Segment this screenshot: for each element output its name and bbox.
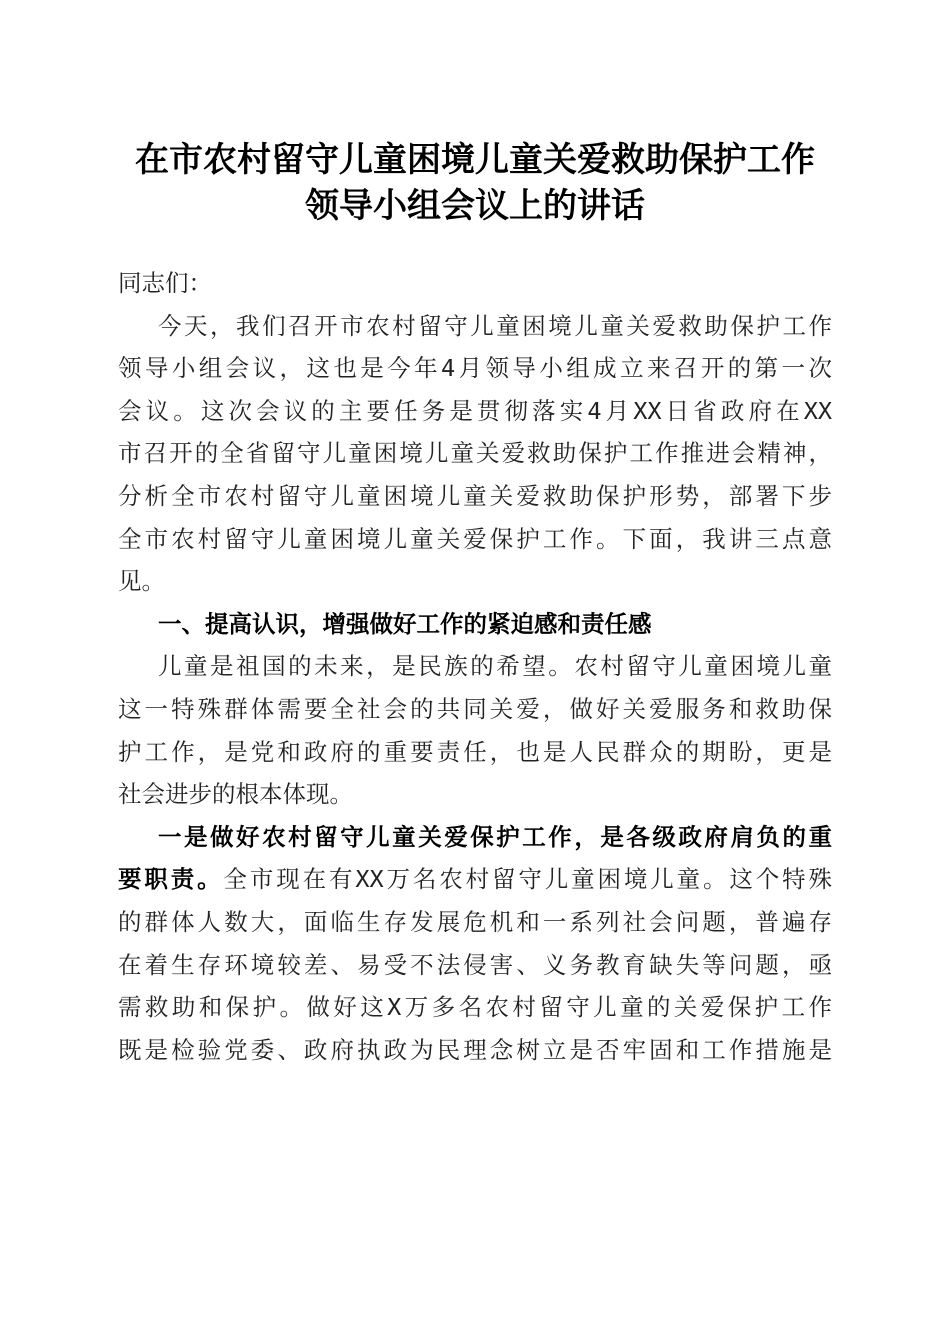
- salutation: 同志们：: [118, 269, 212, 297]
- paragraph-line: 需救助和保护。做好这X万多名农村留守儿童的关爱保护工作: [118, 993, 832, 1022]
- paragraph-line: 今天，我们召开市农村留守儿童困境儿童关爱救助保护工作: [158, 311, 832, 340]
- paragraph-line: 见。: [118, 567, 165, 596]
- paragraph-line-rest: 全市现在有XX万名农村留守儿童困境儿童。这个特殊: [223, 865, 833, 894]
- paragraph-line: 全市农村留守儿童困境儿童关爱保护工作。下面，我讲三点意: [118, 524, 832, 553]
- bold-lead-end: 要职责。: [118, 865, 224, 894]
- paragraph-line: 儿童是祖国的未来，是民族的希望。农村留守儿童困境儿童: [158, 652, 832, 681]
- document-title-line-1: 在市农村留守儿童困境儿童关爱救助保护工作: [135, 140, 815, 180]
- paragraph-line: 在着生存环境较差、易受不法侵害、义务教育缺失等问题，亟: [118, 950, 832, 979]
- paragraph-line: 社会进步的根本体现。: [118, 780, 353, 809]
- paragraph-line: 市召开的全省留守儿童困境儿童关爱救助保护工作推进会精神，: [118, 439, 832, 468]
- paragraph-line: 护工作，是党和政府的重要责任，也是人民群众的期盼，更是: [118, 737, 832, 766]
- paragraph-line: 会议。这次会议的主要任务是贯彻落实4月XX日省政府在XX: [118, 396, 832, 425]
- paragraph-line: 领导小组会议，这也是今年4月领导小组成立来召开的第一次: [118, 354, 832, 383]
- paragraph-line: 既是检验党委、政府执政为民理念树立是否牢固和工作措施是: [118, 1035, 832, 1064]
- paragraph-line: 分析全市农村留守儿童困境儿童关爱救助保护形势，部署下步: [118, 481, 832, 510]
- paragraph-line: [118, 858, 832, 901]
- bold-lead-sentence: 一是做好农村留守儿童关爱保护工作，是各级政府肩负的重: [158, 822, 832, 851]
- paragraph-line: 的群体人数大，面临生存发展危机和一系列社会问题，普遍存: [118, 907, 832, 936]
- section-heading: 一、提高认识，增强做好工作的紧迫感和责任感: [158, 609, 652, 638]
- document-body: [118, 262, 832, 1071]
- paragraph-line: 这一特殊群体需要全社会的共同关爱，做好关爱服务和救助保: [118, 694, 832, 723]
- document-title-line-2: 领导小组会议上的讲话: [305, 186, 645, 226]
